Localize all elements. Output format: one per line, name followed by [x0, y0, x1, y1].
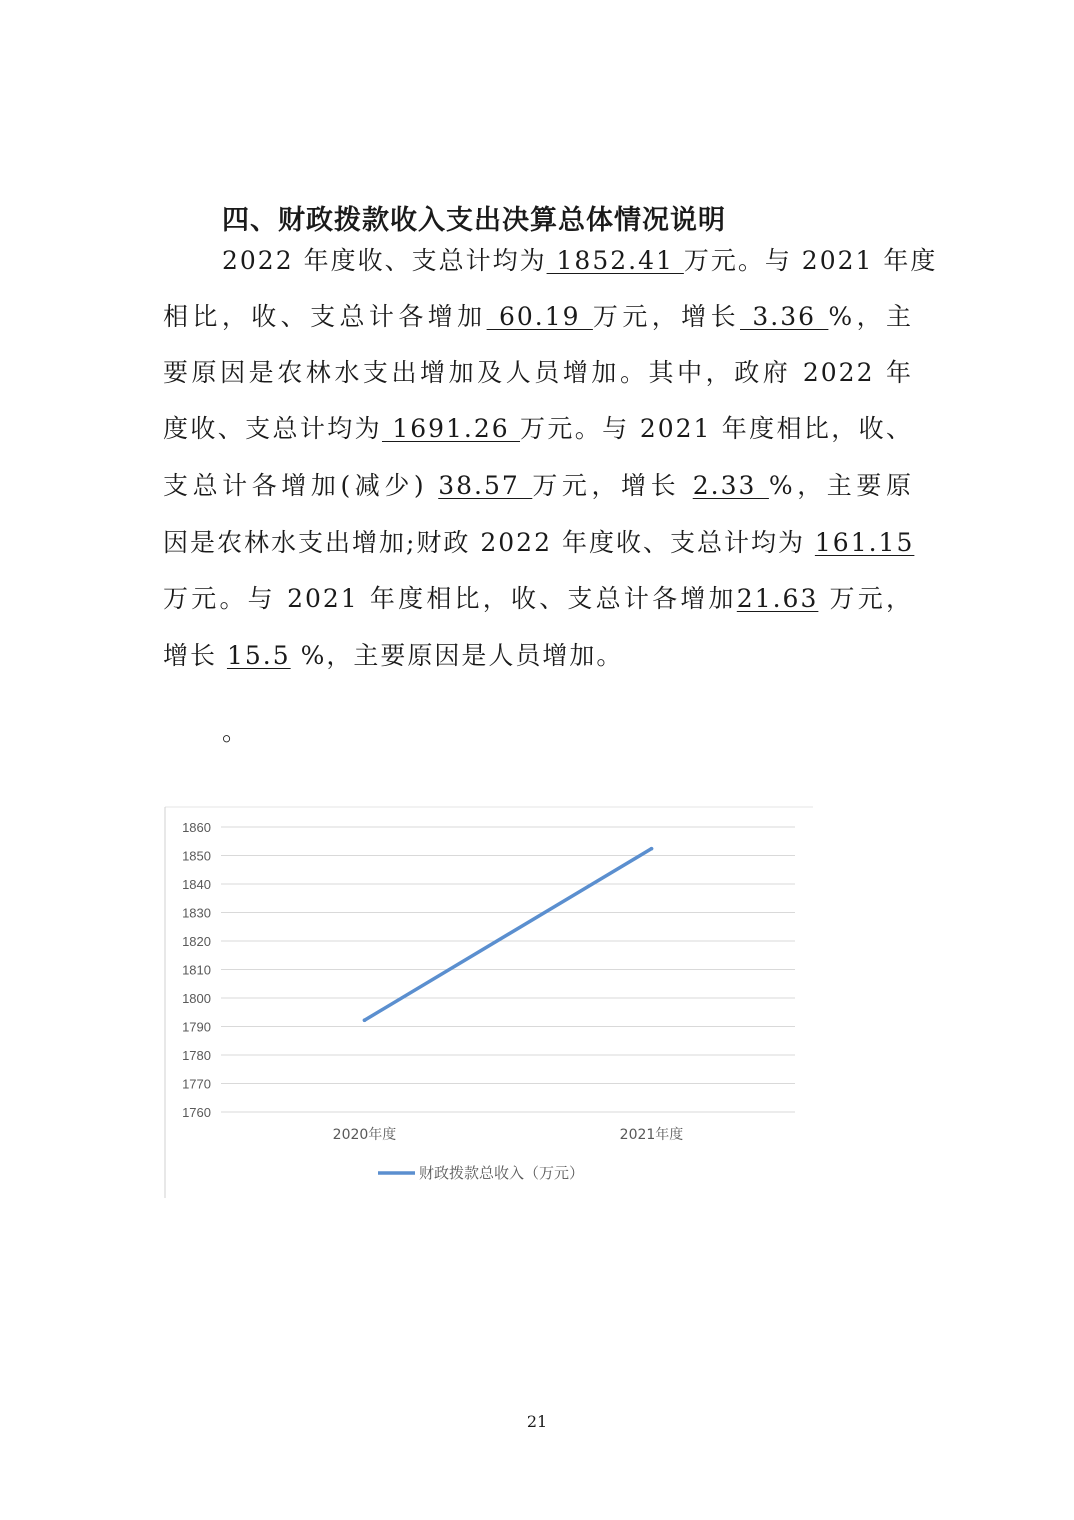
paragraph-line-2: 相比，收、支总计各增加 60.19 万元，增长 3.36 %，主 [163, 302, 913, 331]
government-change-value: 38.57 [438, 471, 533, 500]
y-tick-label: 1760 [182, 1105, 211, 1120]
paragraph-line-3: 要原因是农林水支出增加及人员增加。其中，政府 2022 年 [163, 358, 913, 387]
y-tick-label: 1810 [182, 962, 211, 978]
x-tick-label: 2021年度 [619, 1127, 684, 1143]
finance-rate-value: 15.5 [226, 641, 291, 670]
paragraph-line-1: 2022 年度收、支总计均为 1852.41 万元。与 2021 年度 [222, 246, 938, 275]
paragraph-line-7: 万元。与 2021 年度相比，收、支总计各增加21.63 万元， [163, 584, 913, 613]
government-total-value: 1691.26 [381, 414, 521, 443]
chart-gridlines [221, 827, 795, 1112]
paragraph-line-5: 支总计各增加(减少) 38.57 万元，增长 2.33 %，主要原 [163, 471, 913, 500]
government-rate-value: 2.33 [692, 471, 769, 500]
y-tick-label: 1860 [182, 820, 211, 835]
y-tick-label: 1820 [182, 934, 211, 949]
growth-rate-value: 3.36 [740, 302, 829, 331]
stray-punctuation: 。 [222, 717, 248, 746]
chart-y-tick-labels [182, 820, 211, 1120]
increase-value: 60.19 [486, 302, 593, 331]
y-tick-label: 1780 [182, 1048, 211, 1063]
y-tick-label: 1790 [182, 1019, 211, 1035]
y-tick-label: 1830 [182, 905, 211, 921]
y-tick-label: 1840 [182, 877, 211, 892]
y-tick-label: 1800 [182, 991, 211, 1006]
y-tick-label: 1770 [182, 1076, 211, 1092]
paragraph-line-4: 度收、支总计均为 1691.26 万元。与 2021 年度相比，收、 [163, 414, 913, 443]
paragraph-line-6: 因是农林水支出增加;财政 2022 年度收、支总计均为 161.15 [163, 528, 915, 557]
chart-x-tick-labels [333, 1126, 684, 1143]
finance-increase-value: 21.63 [736, 584, 819, 613]
data-point [650, 847, 654, 851]
x-tick-label: 2020年度 [332, 1127, 397, 1143]
revenue-line-chart [163, 805, 818, 1200]
chart-series [363, 847, 654, 1022]
y-tick-label: 1850 [182, 848, 211, 864]
finance-total-value: 161.15 [814, 528, 915, 557]
section-heading: 四、财政拨款收入支出决算总体情况说明 [222, 205, 726, 236]
legend-label: 财政拨款总收入（万元） [419, 1164, 585, 1182]
series-line [365, 849, 652, 1021]
total-value: 1852.41 [546, 246, 684, 275]
paragraph-line-8: 增长 15.5 %，主要原因是人员增加。 [163, 641, 624, 670]
data-point [363, 1018, 367, 1022]
page-number: 21 [526, 1412, 548, 1431]
chart-legend [378, 1164, 584, 1182]
